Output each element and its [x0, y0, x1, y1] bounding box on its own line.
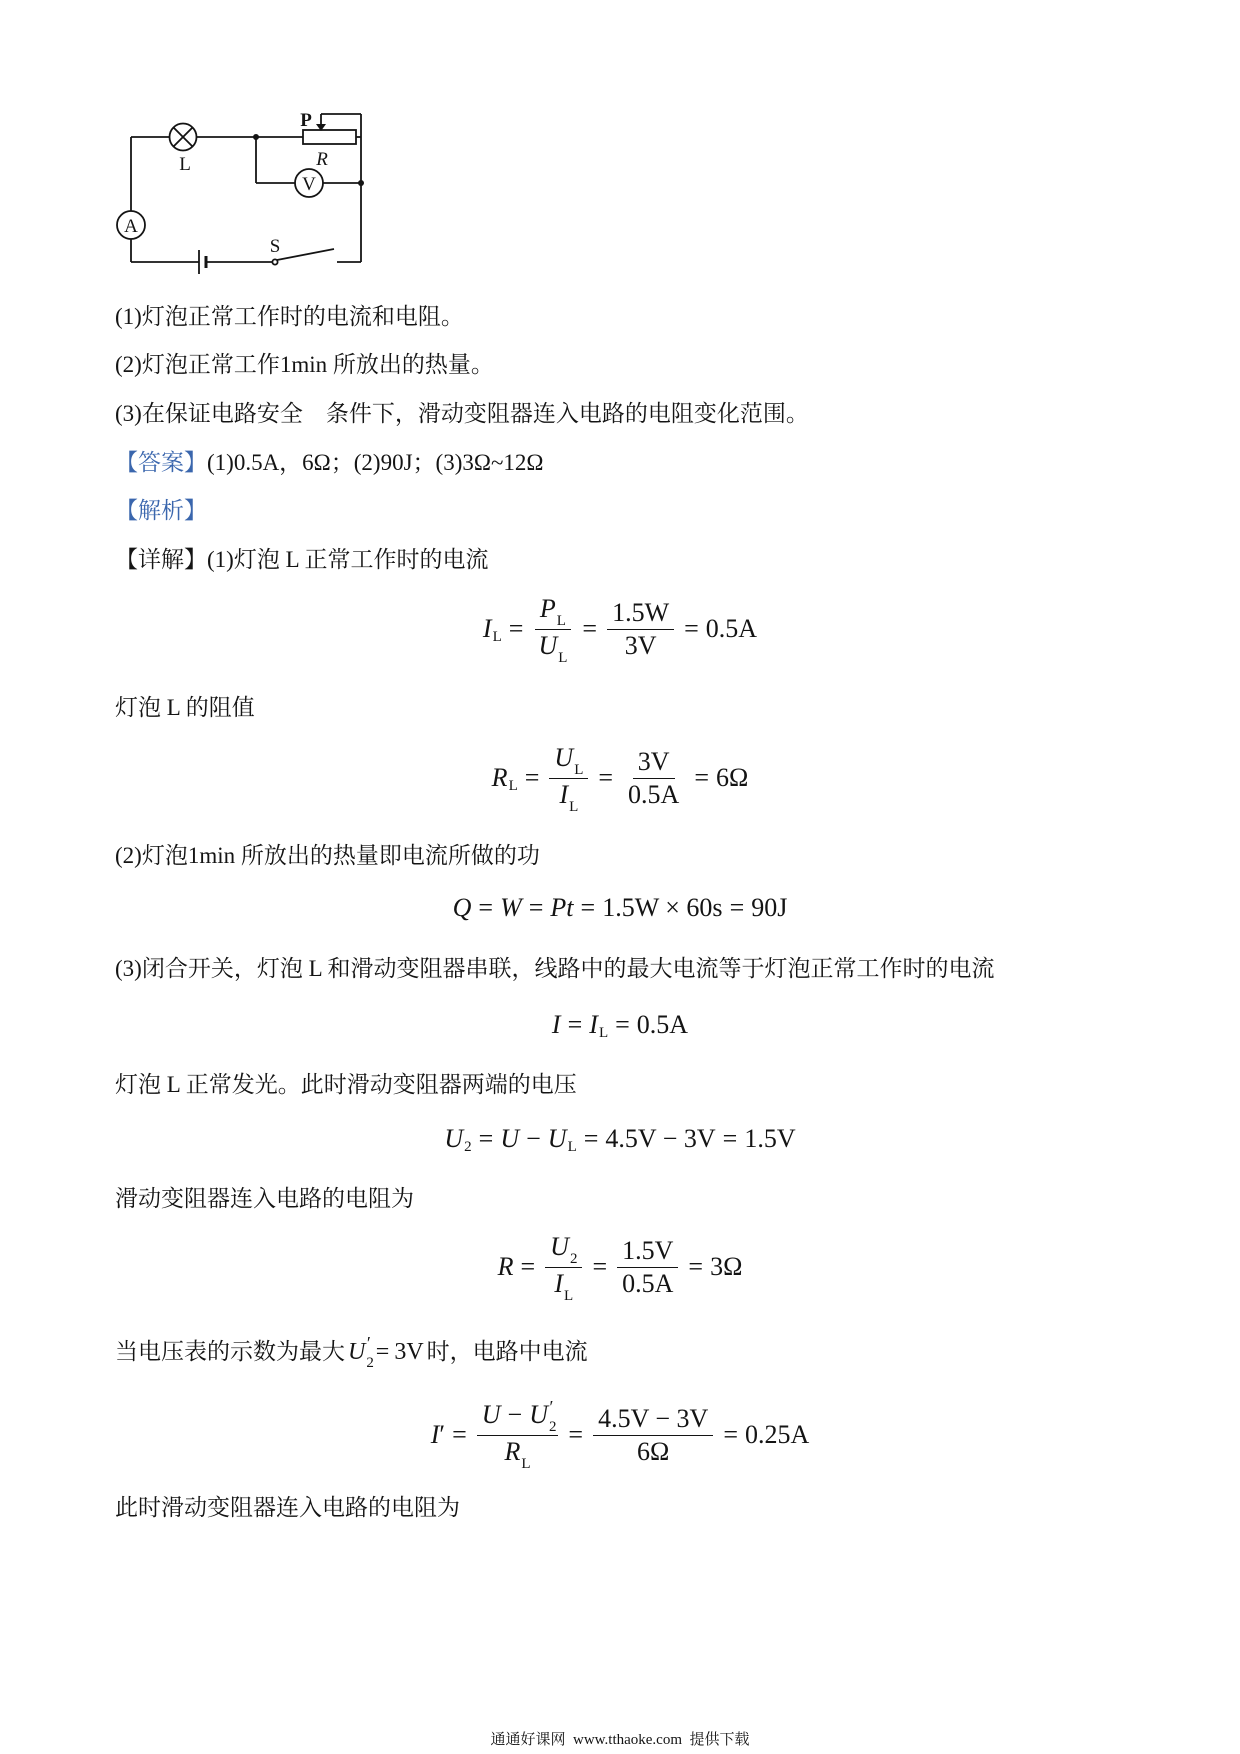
var-W: W — [500, 893, 522, 922]
formula-reduced-current — [0, 1396, 1240, 1472]
equals: = — [722, 1124, 738, 1153]
denominator — [554, 779, 583, 814]
prime: ′ — [439, 1420, 446, 1449]
detail-line — [115, 545, 489, 575]
equals: = — [520, 1252, 536, 1281]
var-U: U — [444, 1124, 464, 1153]
max-voltage-pre: 当电压表的示数为最大 — [115, 1339, 345, 1364]
circuit-diagram — [0, 0, 400, 290]
var-I: I — [589, 1010, 598, 1039]
value: 3V — [394, 1339, 424, 1365]
equals: = — [452, 1420, 467, 1449]
sub-2: 2 — [569, 1250, 578, 1267]
formula-rheostat-voltage — [0, 1124, 1240, 1154]
denominator — [549, 1268, 578, 1303]
var-Q: Q — [452, 893, 472, 922]
sub-2: 2 — [548, 1418, 557, 1435]
var-I: I — [551, 1010, 561, 1039]
result: 1.5V — [744, 1124, 796, 1153]
equals: = — [615, 1010, 630, 1039]
equals: = — [723, 1420, 738, 1449]
switch-blade — [277, 249, 334, 260]
fraction — [607, 598, 674, 661]
equals: = — [478, 1124, 494, 1153]
denominator — [500, 1436, 536, 1471]
var-I: I — [554, 1268, 564, 1298]
detail-tag: 【详解】 — [115, 547, 207, 572]
sub-L: L — [569, 798, 579, 815]
junction-dot-left — [253, 134, 259, 140]
minus: − — [526, 1124, 541, 1153]
numerator: 4.5V − 3V — [593, 1404, 713, 1436]
numerator — [535, 594, 571, 630]
equals: = — [580, 893, 596, 922]
var-R: R — [491, 763, 508, 792]
sub-2: 2 — [464, 1138, 472, 1155]
sub-L: L — [564, 1287, 574, 1304]
equals: = — [508, 614, 524, 643]
page-footer: 通通好课网 www.tthaoke.com 提供下载 — [490, 1732, 750, 1748]
calculation: 4.5V − 3V — [605, 1124, 716, 1153]
detail-text: (1)灯泡 L 正常工作时的电流 — [207, 547, 489, 572]
fraction — [623, 747, 684, 810]
numerator — [545, 1232, 582, 1268]
question-3: (3)在保证电路安全 条件下，滑动变阻器连入电路的电阻变化范围。 — [115, 401, 809, 426]
switch-label: S — [269, 236, 281, 257]
max-voltage-post: 时，电路中电流 — [426, 1339, 588, 1364]
equals: = — [568, 1420, 584, 1449]
equals: = — [478, 893, 494, 922]
var-I: I — [430, 1420, 440, 1449]
ammeter-label: A — [124, 216, 138, 237]
question-2: (2)灯泡正常工作1min 所放出的热量。 — [115, 352, 494, 377]
numerator — [549, 743, 588, 779]
equals: = — [688, 1252, 704, 1281]
equals: = — [375, 1339, 390, 1365]
analysis-tag: 【解析】 — [115, 498, 207, 523]
lamp-label: L — [179, 154, 191, 175]
numerator: 3V — [633, 747, 675, 779]
var-U: U — [529, 1399, 548, 1429]
equals: = — [694, 763, 709, 792]
question-1: (1)灯泡正常工作时的电流和电阻。 — [115, 304, 464, 329]
switch-pivot — [272, 259, 277, 264]
inline-math — [348, 1333, 424, 1371]
var-Pt: Pt — [550, 893, 574, 922]
sub-L: L — [574, 761, 584, 778]
numerator: 1.5V — [617, 1236, 678, 1268]
series-line: (3)闭合开关，灯泡 L 和滑动变阻器串联，线路中的最大电流等于灯泡正常工作时的电流 — [115, 956, 995, 981]
fraction — [549, 743, 588, 814]
numerator — [477, 1396, 559, 1436]
sub-L: L — [492, 628, 502, 645]
result: 6Ω — [715, 763, 749, 792]
resistance-title: 灯泡 L 的阻值 — [115, 695, 255, 720]
var-U: U — [348, 1339, 366, 1365]
formula-max-current — [0, 1010, 1240, 1040]
rheostat-line: 滑动变阻器连入电路的电阻为 — [115, 1186, 414, 1211]
heat-line: (2)灯泡1min 所放出的热量即电流所做的功 — [115, 843, 540, 868]
denominator: 0.5A — [628, 779, 680, 809]
equals: = — [729, 893, 745, 922]
var-R: R — [504, 1436, 521, 1466]
equals: = — [567, 1010, 583, 1039]
rheostat-symbol — [303, 130, 356, 144]
sub-L: L — [508, 777, 518, 794]
equals: = — [582, 614, 598, 643]
denominator: 3V — [624, 630, 657, 660]
denominator: 6Ω — [637, 1436, 670, 1466]
prime: ′ — [366, 1333, 371, 1353]
equals: = — [598, 763, 614, 792]
var-U: U — [500, 1124, 520, 1153]
minus: − — [507, 1399, 523, 1429]
formula-lamp-current — [0, 593, 1240, 666]
equals: = — [528, 893, 544, 922]
answer-text: (1)0.5A，6Ω；(2)90J；(3)3Ω~12Ω — [207, 450, 544, 475]
sub-2: 2 — [366, 1355, 374, 1371]
analysis-line — [115, 496, 207, 526]
last-line: 此时滑动变阻器连入电路的电阻为 — [115, 1495, 460, 1520]
glow-line: 灯泡 L 正常发光。此时滑动变阻器两端的电压 — [115, 1072, 577, 1097]
answer-tag: 【答案】 — [115, 450, 207, 475]
fraction — [617, 1236, 678, 1299]
result: 0.25A — [745, 1420, 810, 1449]
equals: = — [583, 1124, 599, 1153]
fraction — [545, 1232, 582, 1303]
formula-rheostat-min-resistance — [0, 1231, 1240, 1304]
sub-L: L — [558, 649, 568, 666]
var-U: U — [481, 1399, 501, 1429]
equals: = — [524, 763, 540, 792]
answer-line — [115, 448, 544, 478]
junction-dot-right — [358, 180, 364, 186]
var-U: U — [538, 630, 558, 660]
slider-label: P — [300, 110, 312, 131]
numerator: 1.5W — [607, 598, 674, 630]
var-U: U — [547, 1124, 567, 1153]
fraction — [593, 1404, 713, 1467]
prime: ′ — [549, 1396, 554, 1417]
sub-L: L — [521, 1455, 531, 1472]
rheostat-label: R — [316, 149, 328, 170]
result: 0.5A — [636, 1010, 689, 1039]
voltmeter-label: V — [302, 174, 316, 195]
max-voltage-line — [115, 1333, 588, 1371]
result: 0.5A — [705, 614, 758, 643]
fraction — [477, 1396, 559, 1472]
sub-L: L — [598, 1024, 609, 1041]
sub-L: L — [567, 1138, 577, 1155]
calculation: 1.5W × 60s — [602, 893, 723, 922]
formula-heat — [0, 893, 1240, 923]
var-P: P — [539, 593, 556, 623]
var-I: I — [482, 614, 492, 643]
denominator — [533, 630, 572, 665]
equals: = — [592, 1252, 608, 1281]
denominator: 0.5A — [622, 1268, 674, 1298]
fraction — [533, 594, 572, 665]
var-U: U — [554, 742, 574, 772]
formula-lamp-resistance — [0, 742, 1240, 815]
equals: = — [684, 614, 699, 643]
var-I: I — [559, 779, 569, 809]
sub-L: L — [556, 612, 566, 629]
result: 3Ω — [710, 1252, 743, 1281]
var-U: U — [550, 1231, 569, 1261]
var-R: R — [497, 1252, 514, 1281]
result: 90J — [751, 893, 788, 922]
